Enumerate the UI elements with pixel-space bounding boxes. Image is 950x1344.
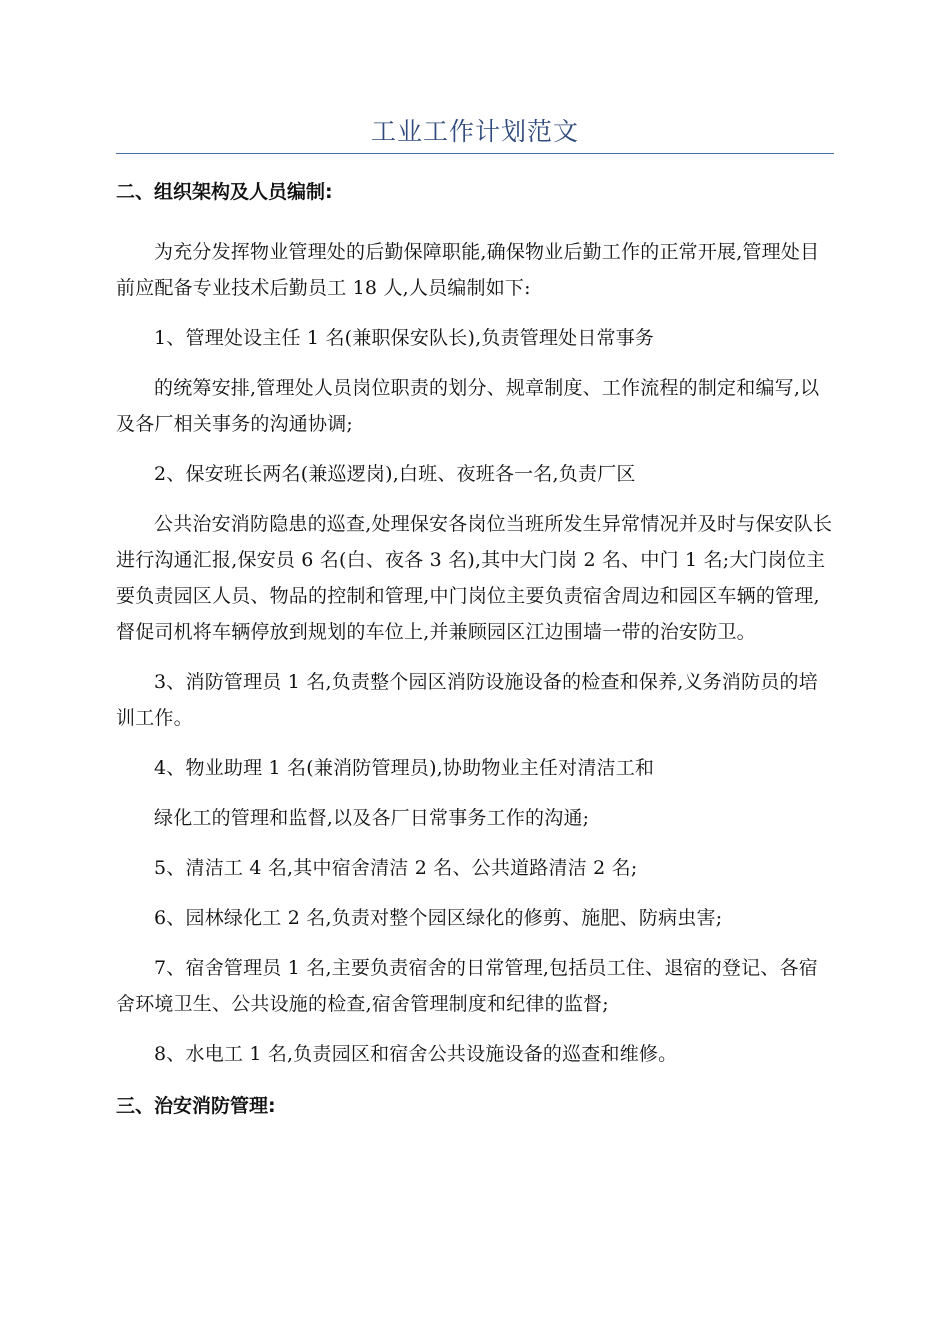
document-title: 工业工作计划范文 xyxy=(370,117,579,146)
paragraph-item-1: 1、管理处设主任 1 名(兼职保安队长),负责管理处日常事务 xyxy=(154,327,655,349)
paragraph-item-3: 3、消防管理员 1 名,负责整个园区消防设施设备的检查和保养,义务消防员的培训工作。 xyxy=(116,671,818,729)
paragraph-item-7: 7、宿舍管理员 1 名,主要负责宿舍的日常管理,包括员工住、退宿的登记、各宿舍环境卫生、公共设施的检查,宿舍管理制度和纪律的监督; xyxy=(116,957,818,1015)
section-heading-3: 三、治安消防管理: xyxy=(116,1095,276,1117)
section-heading-2: 二、组织架构及人员编制: xyxy=(116,181,333,203)
document-body xyxy=(116,172,834,1126)
paragraph-item-2-cont: 公共治安消防隐患的巡查,处理保安各岗位当班所发生异常情况并及时与保安队长进行沟通汇报,保安员 6 名(白、夜各 3 名),其中大门岗 2 名、中门 1 名;大门岗位主要负责园区人员、物品的控制和管理,中门岗位主要负责宿舍周边和园区车辆的管理,督促司机将车辆停放到规划的车位上,并兼顾园区江边围墙一带的治安防卫。 xyxy=(116,513,833,643)
paragraph-intro: 为充分发挥物业管理处的后勤保障职能,确保物业后勤工作的正常开展,管理处目前应配备专业技术后勤员工 18 人,人员编制如下: xyxy=(116,241,820,299)
title-underline xyxy=(116,153,834,154)
title-wrap xyxy=(116,112,834,152)
paragraph-item-2: 2、保安班长两名(兼巡逻岗),白班、夜班各一名,负责厂区 xyxy=(154,463,636,485)
paragraph-item-4-cont: 绿化工的管理和监督,以及各厂日常事务工作的沟通; xyxy=(154,807,590,829)
paragraph-item-6: 6、园林绿化工 2 名,负责对整个园区绿化的修剪、施肥、防病虫害; xyxy=(154,907,723,929)
paragraph-item-8: 8、水电工 1 名,负责园区和宿舍公共设施设备的巡查和维修。 xyxy=(154,1043,678,1065)
paragraph-item-1-cont: 的统筹安排,管理处人员岗位职责的划分、规章制度、工作流程的制定和编写,以及各厂相关事务的沟通协调; xyxy=(116,377,820,435)
paragraph-item-4: 4、物业助理 1 名(兼消防管理员),协助物业主任对清洁工和 xyxy=(154,757,655,779)
paragraph-item-5: 5、清洁工 4 名,其中宿舍清洁 2 名、公共道路清洁 2 名; xyxy=(154,857,638,879)
